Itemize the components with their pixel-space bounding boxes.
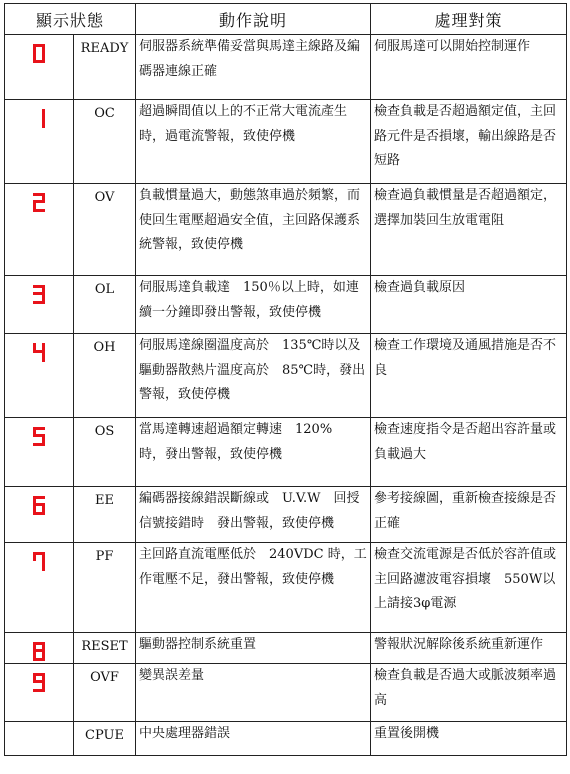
header-handling: 處理對策 bbox=[371, 4, 567, 35]
status-digit-cell bbox=[5, 722, 74, 756]
status-code: EE bbox=[74, 487, 136, 543]
table-row bbox=[5, 100, 567, 184]
action-description: 驅動器控制系統重置 bbox=[136, 633, 371, 664]
status-digit-cell bbox=[5, 35, 74, 100]
seven-segment-digit-icon bbox=[33, 496, 45, 515]
status-digit-cell bbox=[5, 543, 74, 633]
action-description: 伺服馬達線圈溫度高於 135℃時以及驅動器散熱片溫度高於 85℃時，發出警報，致使停機 bbox=[136, 334, 371, 418]
table-row bbox=[5, 664, 567, 722]
header-row bbox=[5, 4, 567, 35]
segment-b bbox=[42, 552, 45, 561]
header-description: 動作說明 bbox=[136, 4, 371, 35]
status-digit-cell bbox=[5, 418, 74, 487]
action-description: 負載慣量過大，動態煞車過於頻繁，而使回生電壓超過安全值，主回路保護系統警報，致使停機 bbox=[136, 184, 371, 276]
table-row bbox=[5, 334, 567, 418]
seven-segment-digit-icon bbox=[33, 109, 45, 128]
status-code: OL bbox=[74, 276, 136, 334]
status-code: OC bbox=[74, 100, 136, 184]
handling-measure: 檢查速度指令是否超出容許量或負載過大 bbox=[371, 418, 567, 487]
segment-g bbox=[33, 200, 45, 203]
segment-f bbox=[33, 44, 36, 53]
table-row bbox=[5, 487, 567, 543]
segment-d bbox=[33, 443, 45, 446]
status-digit-cell bbox=[5, 276, 74, 334]
seven-segment-digit-icon bbox=[33, 552, 45, 571]
handling-measure: 參考接線圖，重新檢查接線是否正確 bbox=[371, 487, 567, 543]
table-row bbox=[5, 184, 567, 276]
status-digit-cell bbox=[5, 487, 74, 543]
action-description: 超過瞬間值以上的不正常大電流產生時，過電流警報，致使停機 bbox=[136, 100, 371, 184]
segment-e bbox=[33, 52, 36, 63]
status-code: READY bbox=[74, 35, 136, 100]
handling-measure: 檢查工作環境及通風措施是否不良 bbox=[371, 334, 567, 418]
status-digit-cell bbox=[5, 633, 74, 664]
seven-segment-digit-icon bbox=[33, 193, 45, 212]
segment-b bbox=[42, 44, 45, 53]
status-code: CPUE bbox=[74, 722, 136, 756]
status-digit-cell bbox=[5, 334, 74, 418]
status-code: RESET bbox=[74, 633, 136, 664]
segment-c bbox=[42, 117, 45, 128]
handling-measure: 重置後開機 bbox=[371, 722, 567, 756]
segment-g bbox=[33, 434, 45, 437]
status-code: OH bbox=[74, 334, 136, 418]
segment-g bbox=[33, 350, 45, 353]
handling-measure: 檢查過負載慣量是否超過額定，選擇加裝回生放電電阻 bbox=[371, 184, 567, 276]
status-code: OVF bbox=[74, 664, 136, 722]
header-status: 顯示狀態 bbox=[5, 4, 136, 35]
action-description: 變異誤差量 bbox=[136, 664, 371, 722]
seven-segment-digit-icon bbox=[33, 343, 45, 362]
segment-g bbox=[33, 292, 45, 295]
segment-d bbox=[33, 689, 45, 692]
table-row bbox=[5, 418, 567, 487]
action-description: 當馬達轉速超過額定轉速 120% 時，發出警報，致使停機 bbox=[136, 418, 371, 487]
table-row bbox=[5, 276, 567, 334]
seven-segment-digit-icon bbox=[33, 427, 45, 446]
table-row bbox=[5, 722, 567, 756]
action-description: 伺服馬達負載達 150％以上時，如連續一分鐘即發出警報，致使停機 bbox=[136, 276, 371, 334]
handling-measure: 檢查負載是否超過額定值，主回路元件是否損壞，輸出線路是否短路 bbox=[371, 100, 567, 184]
status-digit-cell bbox=[5, 100, 74, 184]
seven-segment-digit-icon bbox=[33, 673, 45, 692]
seven-segment-digit-icon bbox=[33, 285, 45, 304]
action-description: 伺服器系統準備妥當與馬達主線路及編碼器連線正確 bbox=[136, 35, 371, 100]
segment-g bbox=[33, 503, 45, 506]
segment-d bbox=[33, 301, 45, 304]
handling-measure: 檢查過負載原因 bbox=[371, 276, 567, 334]
segment-b bbox=[42, 109, 45, 118]
seven-segment-digit-icon bbox=[33, 642, 45, 661]
table-row bbox=[5, 35, 567, 100]
handling-measure: 檢查負載是否過大或脈波頻率過高 bbox=[371, 664, 567, 722]
status-code: PF bbox=[74, 543, 136, 633]
table-row bbox=[5, 633, 567, 664]
status-code: OS bbox=[74, 418, 136, 487]
action-description: 中央處理器錯誤 bbox=[136, 722, 371, 756]
action-description: 主回路直流電壓低於 240VDC 時，工作電壓不足，發出警報，致使停機 bbox=[136, 543, 371, 633]
handling-measure: 警報狀況解除後系統重新運作 bbox=[371, 633, 567, 664]
segment-g bbox=[33, 649, 45, 652]
status-digit-cell bbox=[5, 664, 74, 722]
segment-g bbox=[33, 680, 45, 683]
table-row bbox=[5, 543, 567, 633]
alarm-status-table bbox=[4, 3, 567, 756]
status-digit-cell bbox=[5, 184, 74, 276]
action-description: 編碼器接線錯誤斷線或 U.V.W 回授信號接錯時 發出警報，致使停機 bbox=[136, 487, 371, 543]
segment-c bbox=[42, 560, 45, 571]
seven-segment-digit-icon bbox=[33, 44, 45, 63]
status-code: OV bbox=[74, 184, 136, 276]
handling-measure: 檢查交流電源是否低於容許值或主回路濾波電容損壞 550W以上請接3φ電源 bbox=[371, 543, 567, 633]
handling-measure: 伺服馬達可以開始控制運作 bbox=[371, 35, 567, 100]
segment-f bbox=[33, 552, 36, 561]
